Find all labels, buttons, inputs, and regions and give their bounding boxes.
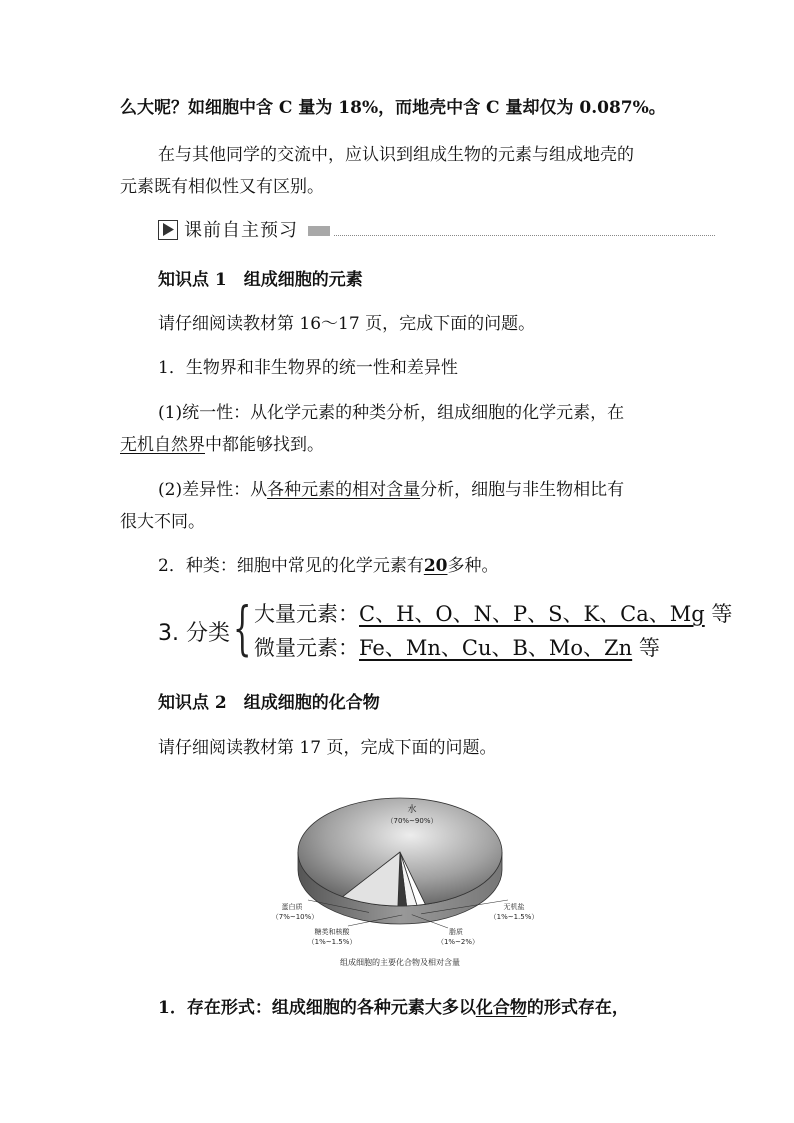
kp2-heading: 知识点 2 组成细胞的化合物 [158, 693, 380, 713]
text-fragment: 中都能够找到。 [205, 435, 324, 455]
label-sugar-range: （1%~1.5%） [307, 938, 357, 946]
label-water-range: （70%~90%） [386, 817, 438, 825]
dotted-divider [334, 235, 715, 236]
kp1-heading: 知识点 1 组成细胞的元素 [158, 270, 363, 290]
text-fragment: (1)统一性：从化学元素的种类分析，组成细胞的化学元素，在 [158, 403, 625, 423]
play-arrow-icon [158, 220, 178, 240]
text-fragment: 1．存在形式：组成细胞的各种元素大多以 [158, 998, 476, 1018]
text-fragment: (2)差异性：从 [158, 480, 268, 500]
label-salt-name: 无机盐 [503, 903, 525, 911]
kp1-instruction: 请仔细阅读教材第 16～17 页，完成下面的问题。 [158, 314, 536, 334]
kp1-item1-title: 1．生物界和非生物界的统一性和差异性 [158, 358, 458, 378]
decorative-block [308, 226, 330, 236]
label-protein-name: 蛋白质 [281, 903, 303, 911]
text-fragment: 的形式存在， [526, 998, 629, 1018]
answer-underlined: 20 [423, 556, 448, 576]
major-elements-name: 大量元素： [254, 602, 359, 626]
section-title: 课前自主预习 [184, 220, 298, 241]
kp2-instruction: 请仔细阅读教材第 17 页，完成下面的问题。 [158, 738, 497, 758]
trace-elements-list: Fe、Mn、Cu、B、Mo、Zn [359, 636, 633, 660]
kp1-item1a-cont [120, 433, 324, 457]
chart-caption: 组成细胞的主要化合物及相对含量 [340, 958, 460, 967]
element-classification [158, 594, 733, 666]
label-protein-range: （7%~10%） [271, 913, 319, 921]
kp1-item1a [158, 401, 624, 425]
kp1-item1b [158, 478, 624, 502]
classification-label: 3. 分类 [158, 621, 230, 646]
text-fragment: 多种。 [447, 556, 499, 576]
major-elements-list: C、H、O、N、P、S、K、Ca、Mg [359, 602, 705, 626]
answer-underlined: 无机自然界 [120, 435, 205, 455]
brace-glyph: { [233, 594, 252, 662]
major-elements-row [254, 598, 732, 628]
label-lipid-name: 脂质 [449, 928, 463, 936]
trace-elements-name: 微量元素： [254, 636, 359, 660]
trace-elements-suffix: 等 [632, 636, 660, 660]
label-sugar-name: 糖类和核酸 [314, 928, 350, 936]
kp1-item2 [158, 554, 499, 578]
paragraph-line: 在与其他同学的交流中，应认识到组成生物的元素与组成地壳的 [158, 145, 634, 165]
answer-underlined: 各种元素的相对含量 [267, 480, 421, 500]
kp1-item1b-cont: 很大不同。 [120, 512, 205, 532]
compound-pie-chart [270, 782, 539, 972]
kp2-item1 [158, 996, 629, 1020]
paragraph-line: 么大呢？如细胞中含 C 量为 18%，而地壳中含 C 量却仅为 0.087%。 [120, 98, 666, 118]
answer-underlined: 化合物 [475, 998, 527, 1018]
label-lipid-range: （1%~2%） [436, 938, 480, 946]
label-water-name: 水 [407, 805, 417, 815]
text-fragment: 2．种类：细胞中常见的化学元素有 [158, 556, 424, 576]
paragraph-line: 元素既有相似性又有区别。 [120, 177, 324, 197]
label-salt-range: （1%~1.5%） [489, 913, 539, 921]
major-elements-suffix: 等 [704, 602, 733, 626]
trace-elements-row [254, 632, 660, 662]
section-header [158, 218, 715, 244]
text-fragment: 分析，细胞与非生物相比有 [420, 480, 625, 500]
